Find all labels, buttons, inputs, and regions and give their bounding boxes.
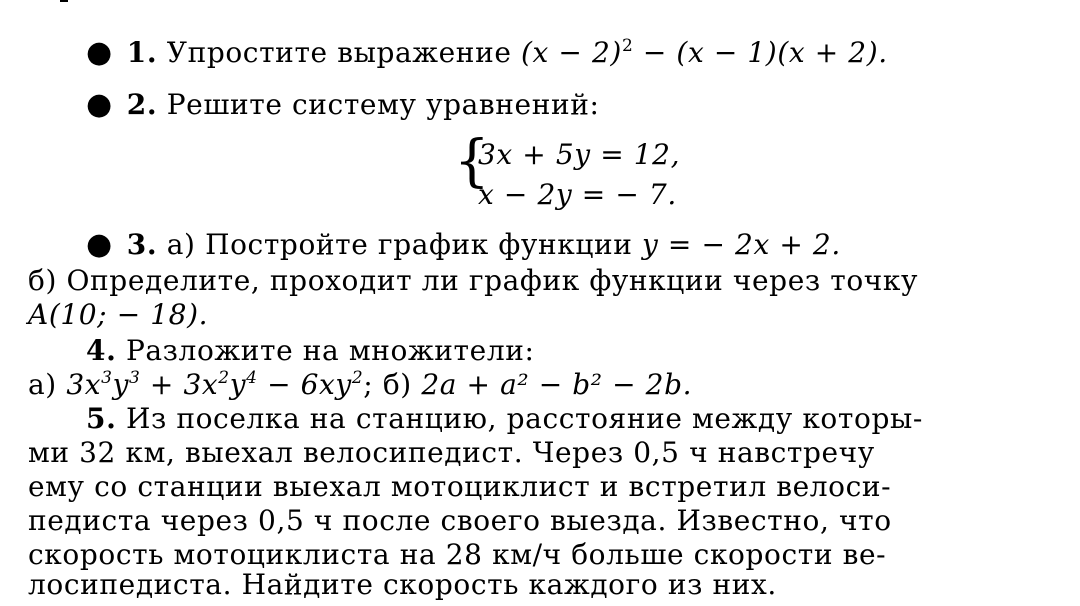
task-4b-expr: 2a + a² − b² − 2b. — [421, 368, 693, 401]
task-5-line-3: ему со станции выехал мотоциклист и встретил велоси- — [28, 470, 892, 503]
task-5-line-2: ми 32 км, выехал велосипедист. Через 0,5 ч навстречу — [28, 436, 875, 469]
task-4a-expr: $3x^3y^3 + 3x^2y^4 - 6xy^2$ — [66, 368, 364, 401]
task-4-parts — [28, 368, 692, 402]
page-fragment — [60, 0, 68, 2]
equation-2: x − 2y = − 7. — [478, 178, 677, 211]
task-5-line-5: скорость мотоциклиста на 28 км/ч больше скорости ве- — [28, 538, 887, 571]
bullet-icon: ● — [86, 87, 113, 122]
task-2 — [86, 88, 600, 122]
task-1-expr-b: − (x − 1)(x + 2). — [633, 36, 888, 69]
task-3a-text: Постройте график функции — [205, 228, 633, 261]
task-5-line-4: педиста через 0,5 ч после своего выезда. Известно, что — [28, 504, 892, 537]
equation-1: 3x + 5y = 12, — [478, 138, 681, 171]
task-5-line-6: лосипедиста. Найдите скорость каждого из них. — [28, 568, 777, 601]
bullet-icon: ● — [86, 35, 113, 70]
task-3a-label: а) — [166, 228, 196, 261]
task-3-number: 3. — [126, 228, 158, 261]
task-4b-label: ; б) — [363, 368, 412, 401]
task-1 — [86, 36, 888, 70]
system-brace: { — [454, 129, 490, 194]
task-3b-line-2: A(10; − 18). — [28, 298, 209, 331]
task-4-text: Разложите на множители: — [125, 334, 535, 367]
task-2-number: 2. — [126, 88, 158, 121]
task-4 — [86, 334, 535, 368]
task-5-line-1: 5. Из поселка на станцию, расстояние между которы- — [86, 402, 923, 435]
task-2-text: Решите систему уравнений: — [166, 88, 600, 121]
task-3 — [86, 228, 841, 262]
task-5-number: 5. — [86, 402, 117, 435]
task-1-number: 1. — [126, 36, 158, 69]
task-1-exp: 2 — [621, 36, 634, 56]
task-4a-label: а) — [28, 368, 57, 401]
task-3b-line-1: б) Определите, проходит ли график функции через точку — [28, 264, 919, 297]
task-1-text: Упростите выражение — [166, 36, 512, 69]
task-1-expr-a: (x − 2) — [521, 36, 622, 69]
bullet-icon: ● — [86, 227, 113, 262]
task-4-number: 4. — [86, 334, 117, 367]
task-3a-expr: y = − 2x + 2. — [642, 228, 841, 261]
